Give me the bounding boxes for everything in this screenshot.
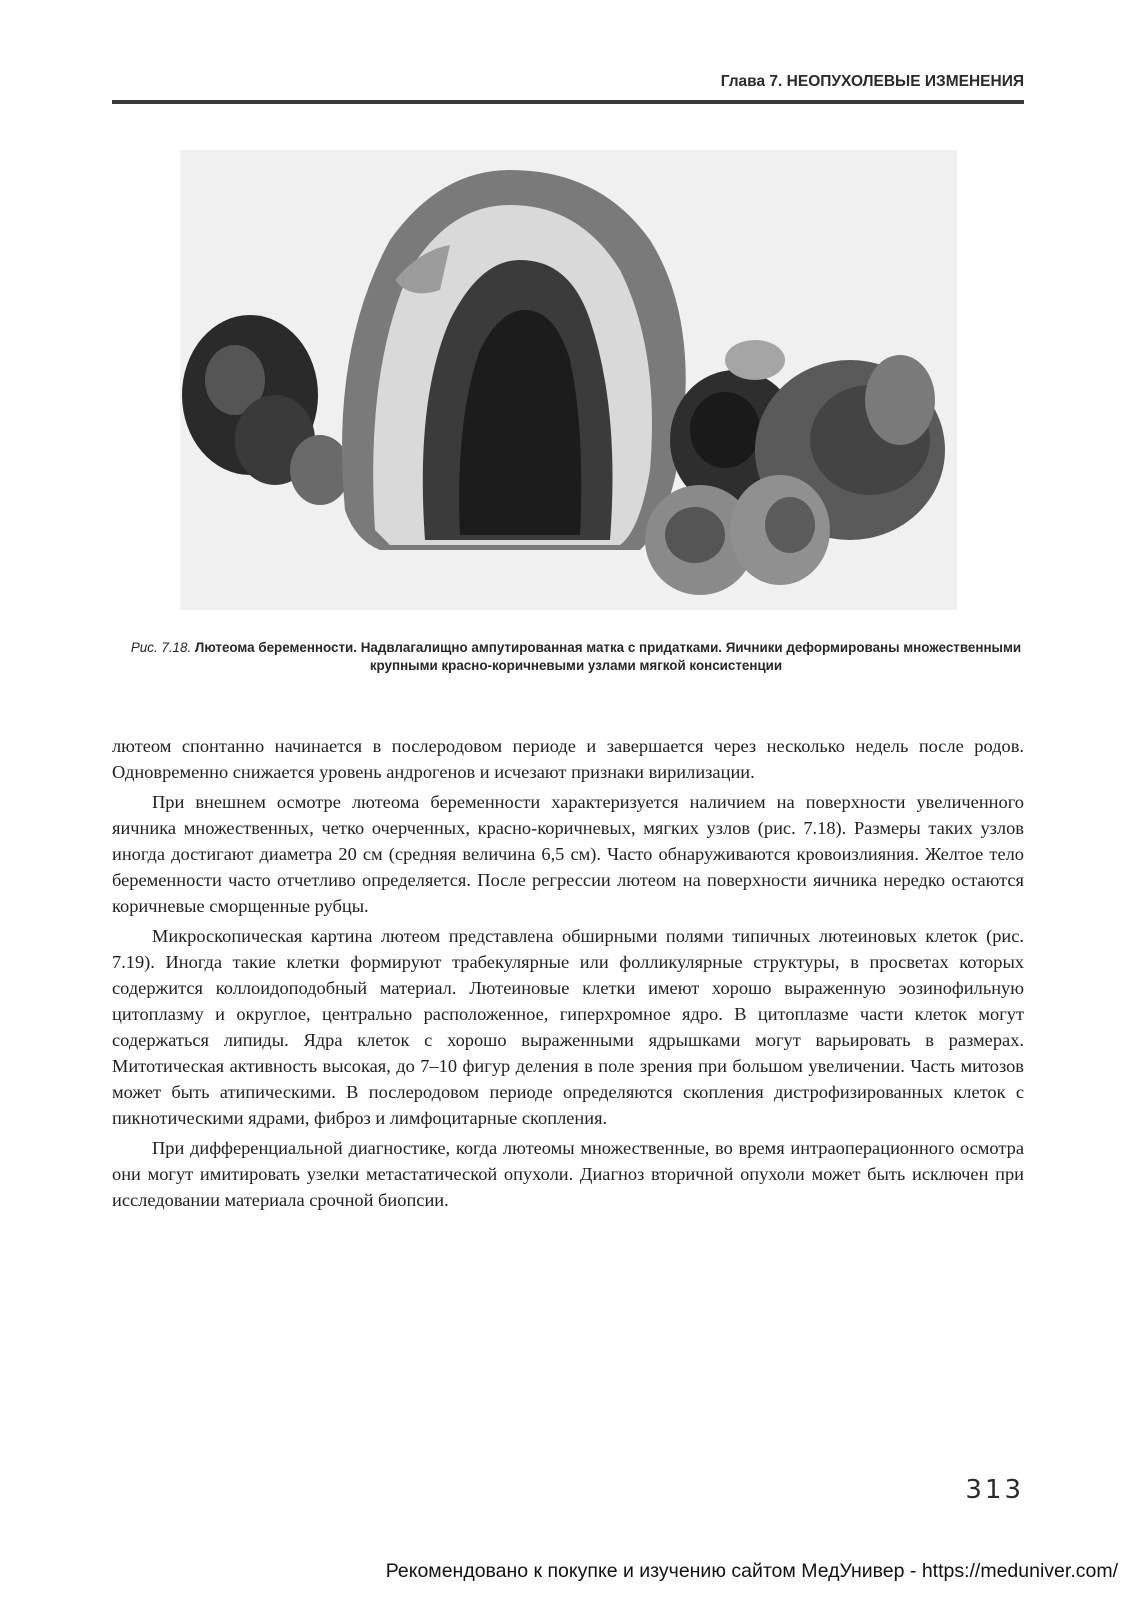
running-header [112, 73, 1024, 91]
figure-caption [130, 639, 1022, 675]
header-rule [112, 100, 1024, 104]
figure-caption-text: Лютеома беременности. Надвлагалищно ампутированная матка с придатками. Яичники деформированы множественными крупными красно-коричневыми узлами мягкой консистенции [194, 640, 1022, 673]
body-text [112, 733, 1024, 1217]
paragraph: Микроскопическая картина лютеом представлена обширными полями типичных лютеиновых клеток (рис. 7.19). Иногда такие клетки формируют трабекулярные или фолликулярные структуры, в просветах которых содержится коллоидоподобный материал. Лютеиновые клетки имеют хорошо выраженную эозинофильную цитоплазму и округлое, центрально расположенное, гиперхромное ядро. В цитоплазме части клеток могут содержаться липиды. Ядра клеток с хорошо выраженными ядрышками могут варьировать в размерах. Митотическая активность высокая, до 7–10 фигур деления в поле зрения при большом увеличении. Часть митозов может быть атипическими. В послеродовом периоде определяются скопления дистрофизированных клеток с пикнотическими ядрами, фиброз и лимфоцитарные скопления. [112, 926, 1024, 1128]
specimen-photo [180, 150, 957, 610]
paragraph: При внешнем осмотре лютеома беременности характеризуется наличием на поверхности увеличенного яичника множественных, четко очерченных, красно-коричневых, мягких узлов (рис. 7.18). Размеры таких узлов иногда достигают диаметра 20 см (средняя величина 6,5 см). Часто обнаруживаются кровоизлияния. Желтое тело беременности часто отчетливо определяется. После регрессии лютеом на поверхности яичника нередко остаются коричневые сморщенные рубцы. [112, 792, 1024, 916]
figure-photo [180, 150, 957, 610]
paragraph: При дифференциальной диагностике, когда лютеомы множественные, во время интраоперационного осмотра они могут имитировать узелки метастатической опухоли. Диагноз вторичной опухоли может быть исключен при исследовании материала срочной биопсии. [112, 1138, 1024, 1210]
chapter-prefix: Глава 7. [720, 73, 783, 90]
footer-recommendation: Рекомендовано к покупке и изучению сайтом МедУнивер - https://meduniver.com/ [385, 1560, 1118, 1582]
paragraph: лютеом спонтанно начинается в послеродовом периоде и завершается через несколько недель после родов. Одновременно снижается уровень андрогенов и исчезают признаки вирилизации. [112, 736, 1024, 782]
figure-label: Рис. 7.18. [130, 640, 192, 655]
page-number: 313 [965, 1475, 1024, 1505]
chapter-title: НЕОПУХОЛЕВЫЕ ИЗМЕНЕНИЯ [786, 73, 1024, 90]
